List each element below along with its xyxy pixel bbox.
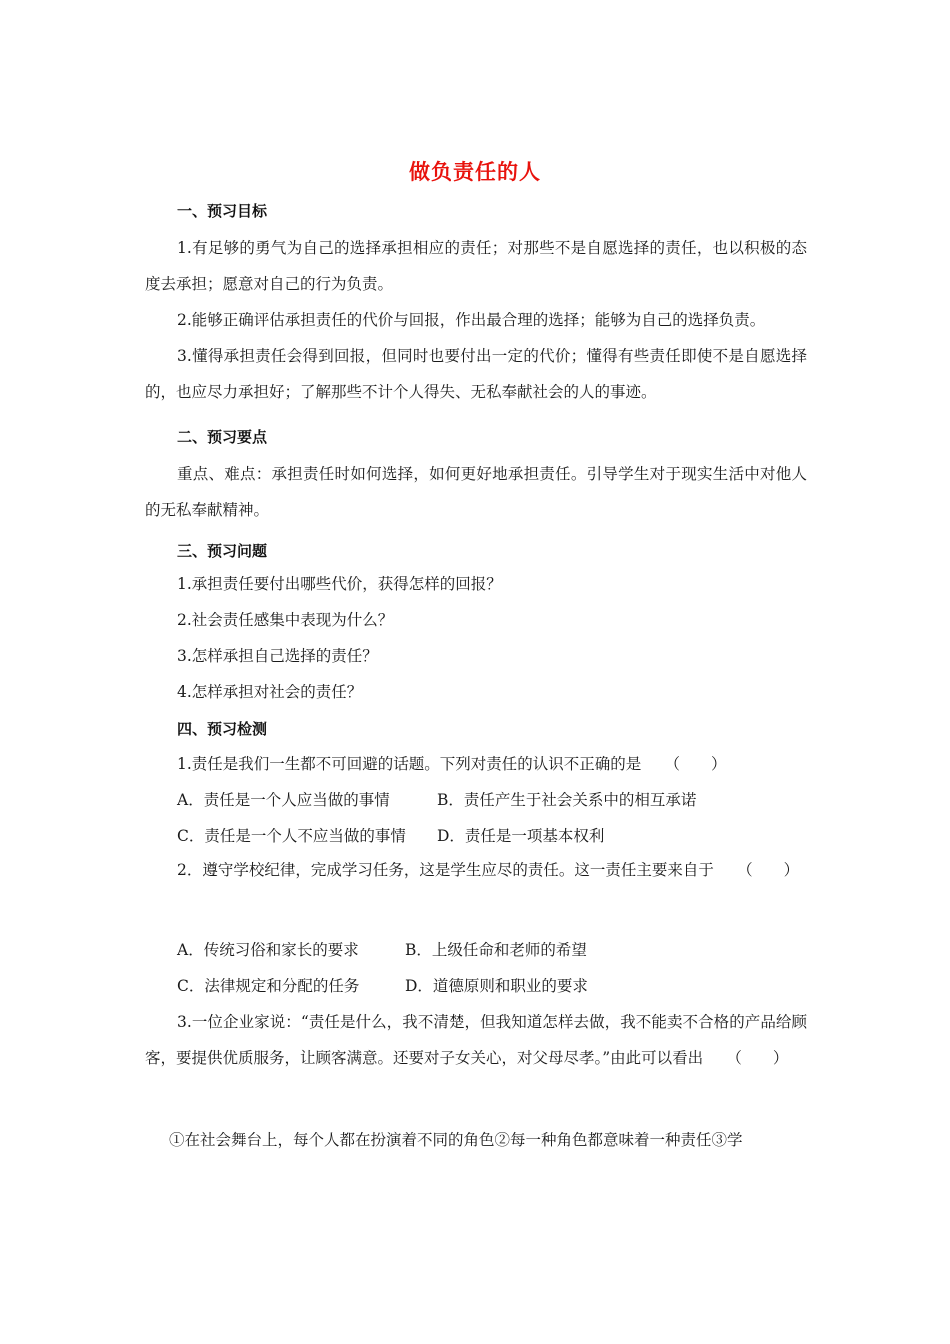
question-item-3: 3.怎样承担自己选择的责任？ [177, 647, 378, 665]
check-question-1-option-d: D．责任是一项基本权利 [437, 827, 605, 845]
section-heading-keypoints: 二、预习要点 [177, 428, 268, 446]
keypoints-paragraph: 重点、难点：承担责任时如何选择，如何更好地承担责任。引导学生对于现实生活中对他人的无私奉献精神。 [145, 465, 807, 519]
check-question-1-stem: 1.责任是我们一生都不可回避的话题。下列对责任的认识不正确的是 （ ） [177, 755, 727, 773]
goal-paragraph-3: 3.懂得承担责任会得到回报，但同时也要付出一定的代价；懂得有些责任即使不是自愿选择的，也应尽力承担好；了解那些不计个人得失、无私奉献社会的人的事迹。 [145, 347, 807, 401]
document-title: 做负责任的人 [409, 160, 541, 184]
check-question-1-option-a: A．责任是一个人应当做的事情 [177, 791, 390, 809]
check-question-2-option-b: B．上级任命和老师的希望 [405, 941, 587, 959]
goal-paragraph-1: 1.有足够的勇气为自己的选择承担相应的责任；对那些不是自愿选择的责任，也以积极的态度去承担；愿意对自己的行为负责。 [145, 239, 807, 293]
goal-paragraph-2: 2.能够正确评估承担责任的代价与回报，作出最合理的选择；能够为自己的选择负责。 [177, 311, 766, 329]
check-question-2-stem: 2．遵守学校纪律，完成学习任务，这是学生应尽的责任。这一责任主要来自于 （ ） [177, 861, 800, 879]
question-item-1: 1.承担责任要付出哪些代价，获得怎样的回报？ [177, 575, 502, 593]
check-question-3-options: ①在社会舞台上，每个人都在扮演着不同的角色②每一种角色都意味着一种责任③学 [169, 1131, 743, 1149]
check-question-2-option-d: D．道德原则和职业的要求 [405, 977, 588, 995]
question-item-4: 4.怎样承担对社会的责任？ [177, 683, 363, 701]
check-question-1-option-b: B．责任产生于社会关系中的相互承诺 [437, 791, 697, 809]
section-heading-check: 四、预习检测 [177, 720, 268, 738]
section-heading-questions: 三、预习问题 [177, 542, 268, 560]
question-item-2: 2.社会责任感集中表现为什么？ [177, 611, 394, 629]
section-heading-goals: 一、预习目标 [177, 202, 268, 220]
check-question-2-option-c: C．法律规定和分配的任务 [177, 977, 360, 995]
check-question-3-stem: 3.一位企业家说：“责任是什么，我不清楚，但我知道怎样去做，我不能卖不合格的产品给顾客，要提供优质服务，让顾客满意。还要对子女关心，对父母尽孝。”由此可以看出 （ ） [145, 1013, 807, 1067]
check-question-1-option-c: C．责任是一个人不应当做的事情 [177, 827, 406, 845]
check-question-2-option-a: A．传统习俗和家长的要求 [177, 941, 359, 959]
